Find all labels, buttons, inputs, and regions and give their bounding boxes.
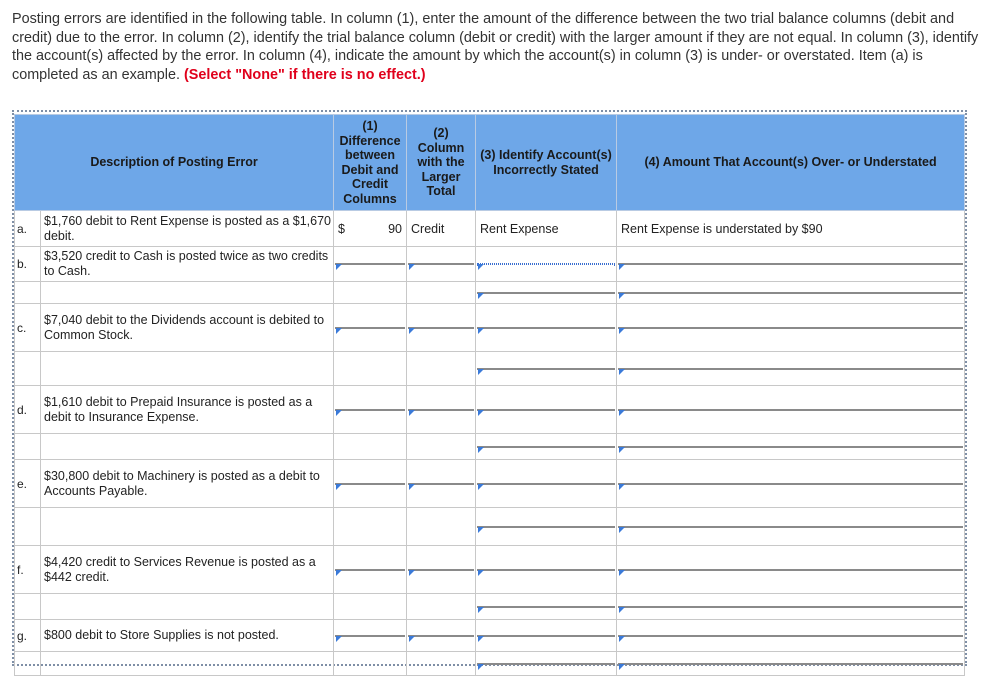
amount-select-2[interactable] <box>618 526 963 528</box>
row-description: $1,610 debit to Prepaid Insurance is posted as a debit to Insurance Expense. <box>41 386 334 434</box>
account-select-2[interactable] <box>477 446 615 448</box>
row-letter: c. <box>15 304 41 352</box>
account-select-2[interactable] <box>477 368 615 370</box>
header-col4: (4) Amount That Account(s) Over- or Understated <box>617 115 965 211</box>
table-row-g <box>15 620 965 652</box>
difference-cell <box>334 211 407 247</box>
header-description: Description of Posting Error <box>15 115 334 211</box>
table-row-b <box>15 247 965 282</box>
header-col3: (3) Identify Account(s) Incorrectly Stated <box>476 115 617 211</box>
table-row-e <box>15 460 965 508</box>
amount-select-2[interactable] <box>618 368 963 370</box>
difference-input[interactable] <box>335 483 405 485</box>
row-description: $800 debit to Store Supplies is not posted. <box>41 620 334 652</box>
difference-input[interactable] <box>335 569 405 571</box>
account-select-2[interactable] <box>477 606 615 608</box>
row-description: $4,420 credit to Services Revenue is posted as a $442 credit. <box>41 546 334 594</box>
amount-select[interactable] <box>618 569 963 571</box>
account-select[interactable] <box>477 483 615 485</box>
row-description: $7,040 debit to the Dividends account is debited to Common Stock. <box>41 304 334 352</box>
amount-select[interactable] <box>618 409 963 411</box>
table-row-e-extra <box>15 508 965 546</box>
account-select[interactable] <box>477 635 615 637</box>
larger-column-select[interactable] <box>408 409 474 411</box>
amount-select[interactable] <box>618 635 963 637</box>
account-select[interactable] <box>477 569 615 571</box>
account-select-2[interactable] <box>477 663 615 665</box>
table-row-f <box>15 546 965 594</box>
instructions <box>12 10 982 84</box>
account-select-2[interactable] <box>477 292 615 294</box>
account-value: Rent Expense <box>476 211 617 247</box>
amount-select-2[interactable] <box>618 446 963 448</box>
amount-select[interactable] <box>618 327 963 329</box>
row-description: $3,520 credit to Cash is posted twice as two credits to Cash. <box>41 247 334 282</box>
amount-select[interactable] <box>618 263 963 265</box>
difference-input[interactable] <box>335 263 405 265</box>
row-letter: g. <box>15 620 41 652</box>
amount-select-2[interactable] <box>618 663 963 665</box>
larger-column-select[interactable] <box>408 635 474 637</box>
amount-select-2[interactable] <box>618 606 963 608</box>
table-row-f-extra <box>15 594 965 620</box>
instructions-text: Posting errors are identified in the following table. In column (1), enter the amount of the difference between the two trial balance columns (debit and credit) due to the error. In column (2), identify the trial balance column (debit or credit) with the larger amount if they are not equal. In column (3), identify the account(s) affected by the error. In column (4), indicate the amount by which the account(s) in column (3) is under- or overstated. Item (a) is completed as an example. <box>12 11 979 83</box>
table-row-a <box>15 211 965 247</box>
larger-column-select[interactable] <box>408 569 474 571</box>
row-letter: d. <box>15 386 41 434</box>
row-description: $1,760 debit to Rent Expense is posted as a $1,670 debit. <box>41 211 334 247</box>
instructions-emphasis: (Select "None" if there is no effect.) <box>184 66 426 83</box>
row-letter: e. <box>15 460 41 508</box>
amount-select[interactable] <box>618 483 963 485</box>
difference-value: 90 <box>388 221 403 236</box>
larger-column-value: Credit <box>407 211 476 247</box>
posting-errors-table <box>14 114 965 676</box>
account-select[interactable] <box>477 327 615 329</box>
account-select[interactable] <box>477 409 615 411</box>
table-row-g-extra <box>15 652 965 676</box>
larger-column-select[interactable] <box>408 483 474 485</box>
difference-input[interactable] <box>335 635 405 637</box>
amount-text: Rent Expense is understated by $90 <box>617 211 965 247</box>
amount-select-2[interactable] <box>618 292 963 294</box>
difference-input[interactable] <box>335 327 405 329</box>
table-row-d <box>15 386 965 434</box>
table-row-b-extra <box>15 282 965 304</box>
row-description: $30,800 debit to Machinery is posted as a debit to Accounts Payable. <box>41 460 334 508</box>
row-letter: f. <box>15 546 41 594</box>
account-select[interactable] <box>477 263 615 265</box>
header-col1: (1) Difference between Debit and Credit Columns <box>334 115 407 211</box>
difference-input[interactable] <box>335 409 405 411</box>
table-row-d-extra <box>15 434 965 460</box>
larger-column-select[interactable] <box>408 327 474 329</box>
row-letter: b. <box>15 247 41 282</box>
table-row-c <box>15 304 965 352</box>
header-col2: (2) Column with the Larger Total <box>407 115 476 211</box>
larger-column-select[interactable] <box>408 263 474 265</box>
table-row-c-extra <box>15 352 965 386</box>
row-letter: a. <box>15 211 41 247</box>
currency-symbol: $ <box>338 221 345 236</box>
account-select-2[interactable] <box>477 526 615 528</box>
